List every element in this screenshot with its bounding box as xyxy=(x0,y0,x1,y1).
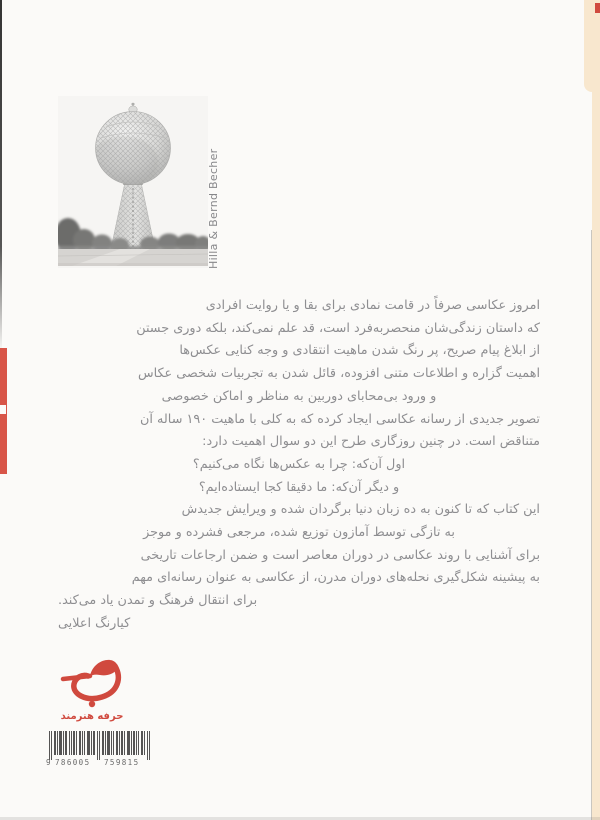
scan-edge-notch xyxy=(0,405,6,414)
isbn-group-1: 786005 xyxy=(55,758,91,767)
publisher-name: حرفه هنرمند xyxy=(60,711,124,722)
blurb-line: متناقض است. در چنین روزگاری طرح این دو سوال اهمیت دارد: xyxy=(202,434,540,450)
blurb-line: اول آن‌که: چرا به عکس‌ها نگاه می‌کنیم؟ xyxy=(192,456,406,472)
blurb-line: تصویر جدیدی از رسانه عکاسی ایجاد کرده که به کلی با ماهیت ۱۹۰ ساله آن xyxy=(140,411,540,427)
photo-ground xyxy=(58,249,208,266)
blurb-line: و دیگر آن‌که: ما دقیقا کجا ایستاده‌ایم؟ xyxy=(198,479,400,495)
blurb-line: که داستان زندگی‌شان منحصربه‌فرد است، قد علم نمی‌کند، بلکه دوری جستن xyxy=(136,320,540,336)
author-name: کیارنگ اعلایی xyxy=(58,615,131,631)
isbn-barcode xyxy=(46,731,160,769)
isbn-digit-lead: 9 xyxy=(46,758,51,767)
blurb-line: برای آشنایی با روند عکاسی در دوران معاصر است و ضمن ارجاعات تاریخی xyxy=(140,547,540,563)
scan-edge-red-speck xyxy=(595,3,600,13)
publisher-logo-icon xyxy=(60,654,124,710)
blurb-line: به پیشینه شکل‌گیری نحله‌های دوران مدرن، از عکاسی به عنوان رسانه‌ای مهم xyxy=(131,570,540,586)
scan-edge-beige-right xyxy=(592,0,600,820)
scan-edge-red-cover-sliver xyxy=(0,348,7,474)
scan-edge-line-right xyxy=(591,230,592,820)
blurb-line: به تازگی توسط آمازون توزیع شده، مرجعی فشرده و موجز xyxy=(143,525,455,541)
water-tower-photo xyxy=(58,96,208,268)
scan-edge-beige-top-right xyxy=(584,0,600,92)
blurb-line: و ورود بی‌محابای دوربین به مناظر و اماکن خصوصی xyxy=(161,388,437,404)
blurb-line: اهمیت گزاره و اطلاعات متنی افزوده، قائل شدن به تجربیات شخصی عکاس xyxy=(137,366,540,382)
isbn-group-2: 759815 xyxy=(104,758,140,767)
photo-credit: Hilla & Bernd Becher xyxy=(207,148,220,269)
publisher-block xyxy=(58,654,126,722)
blurb-line: این کتاب که تا کنون به ده زبان دنیا برگردان شده و ویرایش جدیدش xyxy=(181,502,540,518)
scan-edge-shadow-left xyxy=(0,0,2,352)
blurb-line: امروز عکاسی صرفاً در قامت نمادی برای بقا و یا روایت افرادی xyxy=(205,298,540,313)
blurb-line: برای انتقال فرهنگ و تمدن یاد می‌کند. xyxy=(58,593,258,609)
blurb-line: از ابلاغ پیام صریح، پر رنگ شدن ماهیت انتقادی و وجه کنایی عکس‌ها xyxy=(179,343,540,359)
blurb-text-block xyxy=(58,295,540,636)
